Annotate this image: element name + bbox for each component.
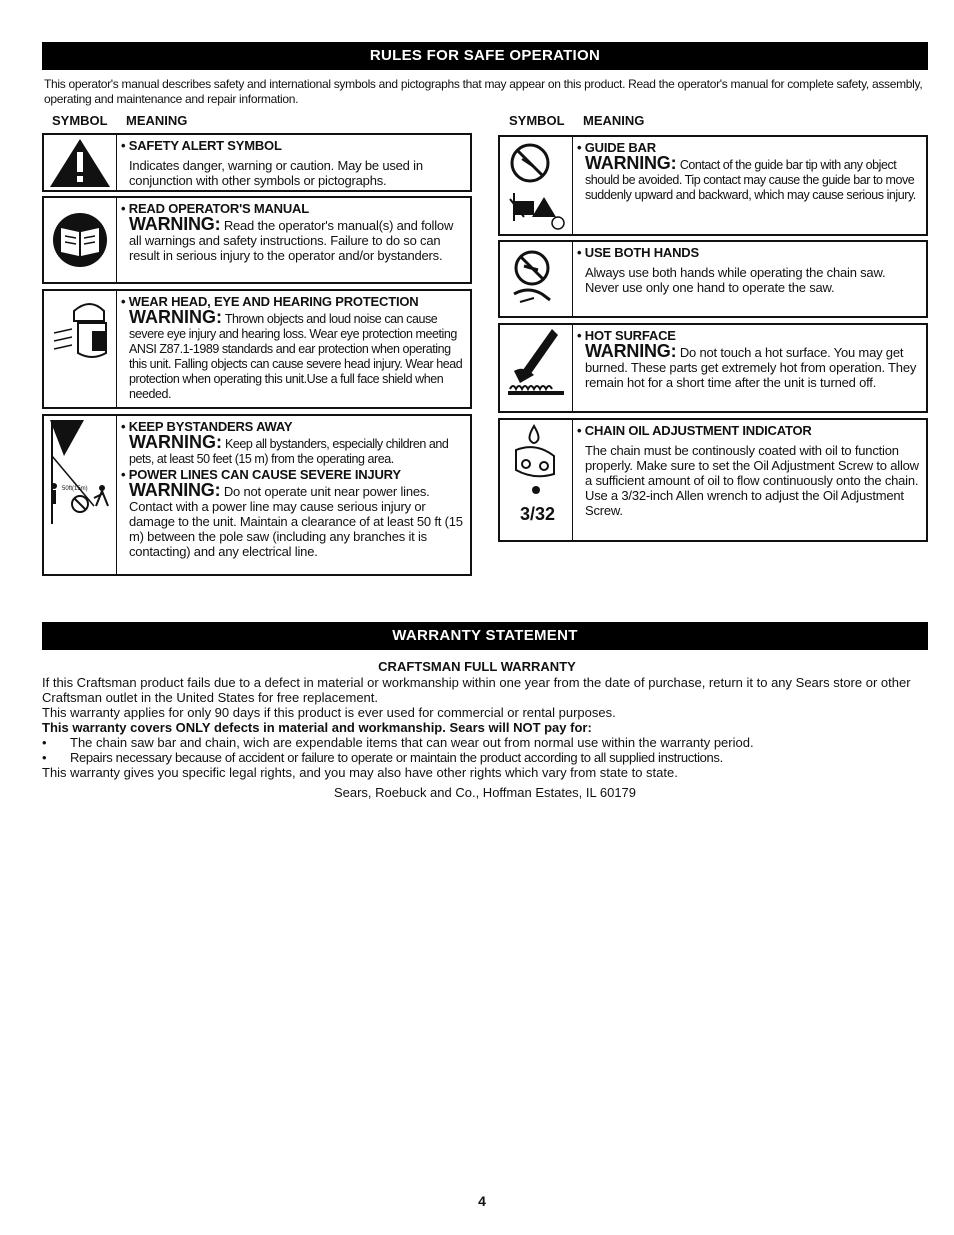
symbol-icon-cell: [500, 242, 573, 316]
symbol-heading: • HOT SURFACE: [577, 328, 676, 343]
symbol-box-both-hands: [498, 240, 928, 318]
symbol-icon-cell: [500, 137, 573, 234]
use-both-hands-icon: [500, 242, 572, 318]
warning-label: WARNING:: [129, 307, 222, 327]
warning-label-2: WARNING:: [129, 480, 221, 500]
distance-label: 50ft(15m): [62, 486, 88, 492]
hot-surface-icon: [500, 325, 572, 413]
symbol-icon-cell: [44, 198, 117, 282]
warranty-address: Sears, Roebuck and Co., Hoffman Estates, IL 60179: [333, 785, 637, 800]
right-column-header: [509, 113, 644, 128]
symbol-box-protection: [42, 289, 472, 409]
symbol-box-hot-surface: [498, 323, 928, 413]
safety-alert-triangle-icon: [44, 135, 116, 192]
symbol-box-chain-oil: [498, 418, 928, 542]
symbol-icon-cell: [44, 291, 117, 407]
rules-banner: RULES FOR SAFE OPERATION: [42, 42, 928, 70]
symbol-heading: • USE BOTH HANDS: [577, 245, 699, 260]
warning-label: WARNING:: [129, 432, 222, 452]
symbol-text: Keep all bystanders, especially children and pets, at least 50 feet (15 m) from the operating area.: [129, 437, 449, 466]
symbol-text: Do not touch a hot surface. You may get burned. These parts get extremely hot from operation. They remain hot for a short time after the unit is turned off.: [585, 345, 917, 390]
col-symbol-label-right: SYMBOL: [509, 113, 565, 128]
symbol-text-a: Contact of the guide bar tip with any object: [679, 158, 897, 172]
warranty-paragraph-1: If this Craftsman product fails due to a defect in material or workmanship within one year from the date of purchase, return it to any Sears store or other Craftsman outlet in the United States for free replacement.: [42, 675, 911, 705]
bullet-text: The chain saw bar and chain, wich are expendable items that can wear out from normal use within the warranty period.: [70, 735, 754, 750]
symbol-box-read-manual: [42, 196, 472, 284]
warranty-title: CRAFTSMAN FULL WARRANTY: [378, 659, 576, 674]
symbol-text: Read the operator's manual(s) and follow all warnings and safety instructions. Failure to do so can result in serious injury to the operator and/or bystanders.: [129, 218, 454, 263]
warning-label: WARNING:: [585, 341, 677, 361]
symbol-icon-cell: [44, 416, 117, 574]
symbol-heading: • CHAIN OIL ADJUSTMENT INDICATOR: [577, 423, 812, 438]
left-column-header: [52, 113, 187, 128]
symbol-box-bystanders-power-lines: [42, 414, 472, 576]
warranty-paragraph-2: This warranty applies for only 90 days if this product is ever used for commercial or rental purposes.: [42, 705, 616, 720]
symbol-text: Thrown objects and loud noise can cause severe eye injury and hearing loss. Wear eye protection meeting ANSI Z87.1-1989 standards and ear protection when operating this unit. Falling objects can cause severe head injury. Wear head protection when operating this unit.Use a full face shield when needed.: [129, 312, 463, 401]
symbol-icon-cell: [500, 325, 573, 411]
symbol-heading: • READ OPERATOR'S MANUAL: [121, 201, 309, 216]
symbol-box-safety-alert: [42, 133, 472, 192]
bullet-mark: •: [42, 735, 47, 750]
symbol-heading: • GUIDE BAR: [577, 140, 656, 155]
chain-oil-drop-icon: [500, 420, 572, 542]
symbol-text-2: Use a 3/32-inch Allen wrench to adjust the Oil Adjustment Screw.: [585, 488, 904, 518]
bystanders-power-lines-icon: [44, 416, 116, 576]
warranty-bullet-2: [42, 750, 723, 765]
symbol-text-2b: Contact with a power line may cause serious injury or damage to the unit. Maintain a clearance of at least 50 ft (15 m) between the pole saw (including any branches it is contacting) and any electrical line.: [129, 499, 463, 559]
symbol-heading: • KEEP BYSTANDERS AWAY: [121, 419, 293, 434]
symbol-text-b: should be avoided. Tip contact may cause the guide bar to move suddenly upward and backward, which may cause serious injury.: [585, 173, 916, 202]
intro-text: This operator's manual describes safety and international symbols and pictographs that may appear on this product. Read the operator's manual for complete safety, assembly, operating and maintenance and repair information.: [44, 77, 923, 106]
symbol-heading: • SAFETY ALERT SYMBOL: [121, 138, 282, 153]
symbol-text-2a: Do not operate unit near power lines.: [223, 484, 430, 499]
symbol-heading-2: • POWER LINES CAN CAUSE SEVERE INJURY: [121, 467, 401, 482]
allen-wrench-size-label: 3/32: [520, 504, 556, 524]
symbol-text: Indicates danger, warning or caution. May be used in conjunction with other symbols or pictographs.: [129, 158, 423, 188]
symbol-icon-cell: [500, 420, 573, 540]
symbol-icon-cell: [44, 135, 117, 190]
warranty-paragraph-3: This warranty covers ONLY defects in material and workmanship. Sears will NOT pay for:: [42, 720, 592, 735]
warranty-paragraph-4: This warranty gives you specific legal rights, and you may also have other rights which vary from state to state.: [42, 765, 678, 780]
symbol-box-guide-bar: [498, 135, 928, 236]
col-meaning-label: MEANING: [126, 113, 188, 128]
col-meaning-label-right: MEANING: [583, 113, 645, 128]
warranty-bullet-1: [42, 735, 754, 750]
col-symbol-label: SYMBOL: [52, 113, 108, 128]
bullet-mark: •: [42, 750, 47, 765]
head-eye-hearing-protection-icon: [44, 291, 116, 409]
warranty-banner: WARRANTY STATEMENT: [42, 622, 928, 650]
guide-bar-tip-icon: [500, 137, 572, 236]
operators-manual-book-icon: [44, 198, 116, 284]
warning-label: WARNING:: [585, 153, 677, 173]
page-number: 4: [478, 1193, 486, 1209]
bullet-text: Repairs necessary because of accident or failure to operate or maintain the product according to all supplied instructions.: [70, 750, 723, 765]
symbol-text: The chain must be continously coated with oil to function properly. Make sure to set the Oil Adjustment Screw to allow a sufficient amount of oil to flow continuously onto the chain.: [585, 443, 919, 488]
symbol-text: Always use both hands while operating the chain saw. Never use only one hand to operate the saw.: [585, 265, 886, 295]
warning-label: WARNING:: [129, 214, 221, 234]
symbol-heading: • WEAR HEAD, EYE AND HEARING PROTECTION: [121, 294, 419, 309]
